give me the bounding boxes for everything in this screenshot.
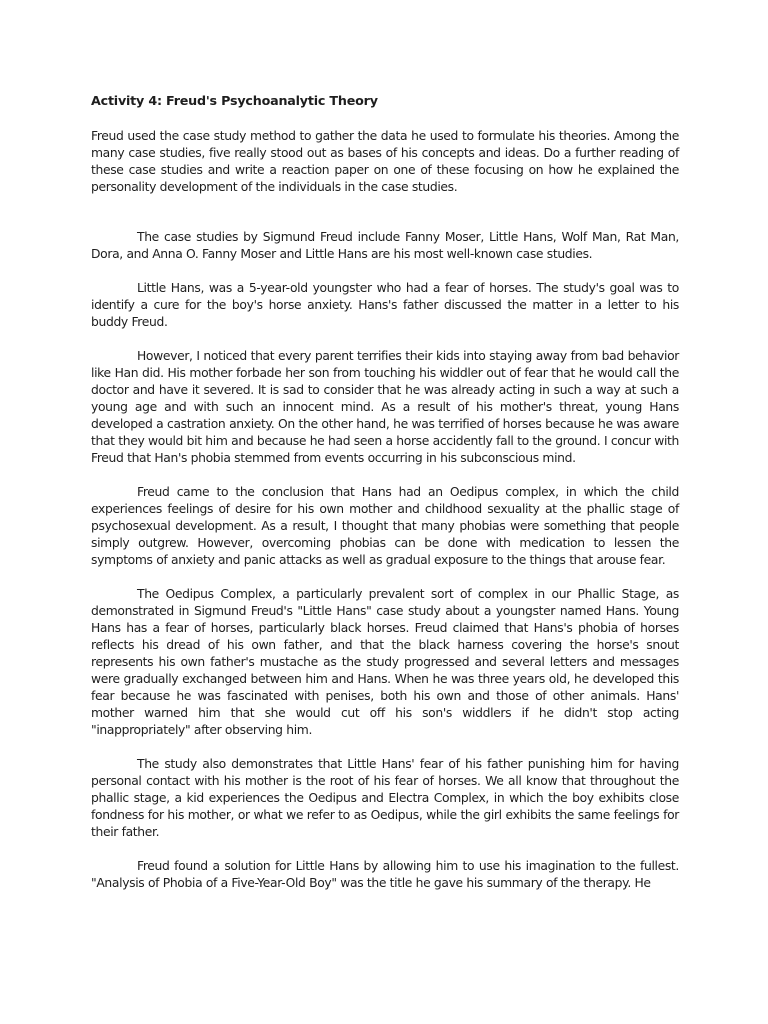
body-paragraph: The case studies by Sigmund Freud include Fanny Moser, Little Hans, Wolf Man, Rat Man, Dora, and Anna O. Fanny Moser and Little Hans are his most well-known case studies. <box>91 230 679 261</box>
body-paragraph: Freud found a solution for Little Hans by allowing him to use his imagination to the fullest. "Analysis of Phobia of a Five-Year-Old Boy" was the title he gave his summary of the therapy. He <box>91 859 679 890</box>
document-page <box>91 92 679 909</box>
activity-title: Activity 4: Freud's Psychoanalytic Theory <box>91 93 378 108</box>
instructions-paragraph: Freud used the case study method to gather the data he used to formulate his theories. Among the many case studies, five really stood out as bases of his concepts and ideas. Do a further reading of these case studies and write a reaction paper on one of these focusing on how he explained the personality development of the individuals in the case studies. <box>91 129 679 194</box>
body-paragraph: The study also demonstrates that Little Hans' fear of his father punishing him for having personal contact with his mother is the root of his fear of horses. We all know that throughout the phallic stage, a kid experiences the Oedipus and Electra Complex, in which the boy exhibits close fondness for his mother, or what we refer to as Oedipus, while the girl exhibits the same feelings for their father. <box>91 757 679 839</box>
body-paragraph: The Oedipus Complex, a particularly prevalent sort of complex in our Phallic Stage, as demonstrated in Sigmund Freud's "Little Hans" case study about a youngster named Hans. Young Hans has a fear of horses, particularly black horses. Freud claimed that Hans's phobia of horses reflects his dread of his own father, and that the black harness covering the horse's snout represents his own father's mustache as the study progressed and several letters and messages were gradually exchanged between him and Hans. When he was three years old, he developed this fear because he was fascinated with penises, both his own and those of other animals. Hans' mother warned him that she would cut off his son's widdlers if he didn't stop acting "inappropriately" after observing him. <box>91 587 679 737</box>
body-paragraph: Freud came to the conclusion that Hans had an Oedipus complex, in which the child experiences feelings of desire for his own mother and childhood sexuality at the phallic stage of psychosexual development. As a result, I thought that many phobias were something that people simply outgrew. However, overcoming phobias can be done with medication to lessen the symptoms of anxiety and panic attacks as well as gradual exposure to the things that arouse fear. <box>91 485 679 567</box>
body-paragraph: Little Hans, was a 5-year-old youngster who had a fear of horses. The study's goal was to identify a cure for the boy's horse anxiety. Hans's father discussed the matter in a letter to his buddy Freud. <box>91 281 679 329</box>
body-paragraph: However, I noticed that every parent terrifies their kids into staying away from bad behavior like Han did. His mother forbade her son from touching his widdler out of fear that he would call the doctor and have it severed. It is sad to consider that he was already acting in such a way at such a young age and with such an innocent mind. As a result of his mother's threat, young Hans developed a castration anxiety. On the other hand, he was terrified of horses because he was aware that they would bit him and because he had seen a horse accidently fall to the ground. I concur with Freud that Han's phobia stemmed from events occurring in his subconscious mind. <box>91 349 679 465</box>
